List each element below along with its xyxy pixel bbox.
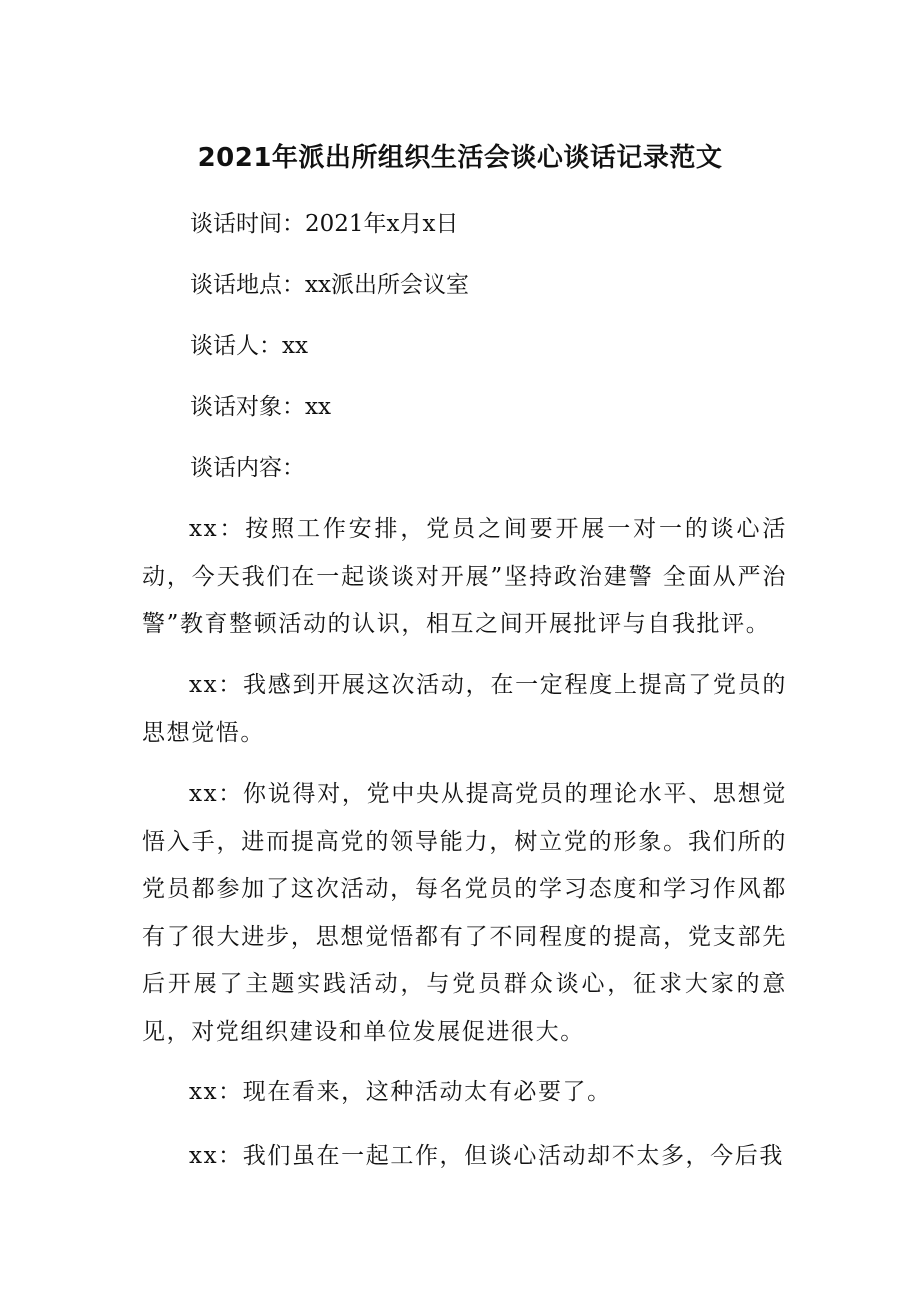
paragraph: xx：你说得对，党中央从提高党员的理论水平、思想觉悟入手，进而提高党的领导能力，树立党的形象。我们所的党员都参加了这次活动，每名党员的学习态度和学习作风都有了很大进步，思想觉悟都有了不同程度的提高，党支部先后开展了主题实践活动，与党员群众谈心，征求大家的意见，对党组织建设和单位发展促进很大。: [142, 781, 787, 1045]
meta-content-label: 谈话内容：: [190, 455, 305, 481]
paragraph: xx：按照工作安排，党员之间要开展一对一的谈心活动，今天我们在一起谈谈对开展”坚持政治建警 全面从严治警”教育整顿活动的认识，相互之间开展批评与自我批评。: [142, 516, 787, 637]
meta-target: 谈话对象：xx: [190, 394, 331, 420]
meta-place: 谈话地点：xx派出所会议室: [190, 272, 469, 298]
paragraph: xx：我们虽在一起工作，但谈心活动却不太多，今后我: [189, 1143, 784, 1169]
paragraph: xx：我感到开展这次活动，在一定程度上提高了党员的思想觉悟。: [142, 672, 787, 746]
document-title: 2021年派出所组织生活会谈心谈话记录范文: [197, 143, 723, 173]
meta-speaker: 谈话人：xx: [190, 333, 308, 359]
paragraph: xx：现在看来，这种活动太有必要了。: [189, 1079, 612, 1105]
meta-time: 谈话时间：2021年x月x日: [190, 211, 459, 237]
